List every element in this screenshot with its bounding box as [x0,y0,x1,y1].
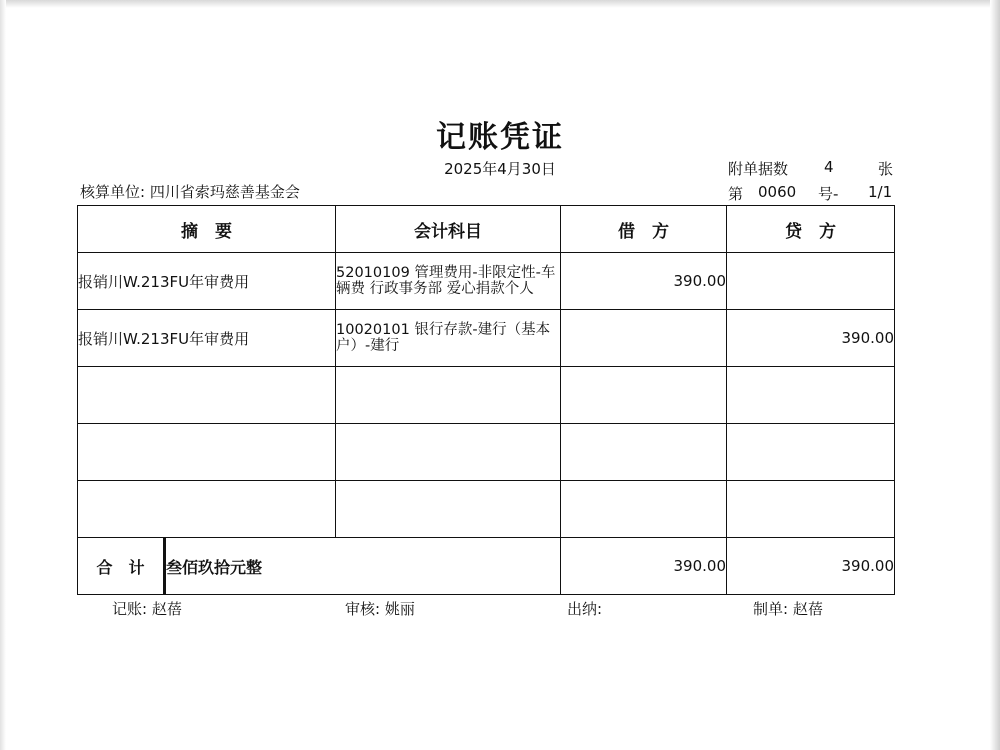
row-account: 10020101 银行存款-建行（基本户）-建行 [336,310,561,367]
preparer-label: 制单: [753,600,789,618]
row-summary [78,481,336,538]
total-label: 合 计 [78,538,165,595]
row-debit: 390.00 [561,253,727,310]
row-summary [78,367,336,424]
total-row [78,538,895,595]
header-summary: 摘 要 [78,206,336,253]
attachments-unit: 张 [878,160,894,178]
header-credit: 贷 方 [727,206,895,253]
preparer-name: 赵蓓 [792,600,823,618]
row-debit [561,367,727,424]
row-account [336,367,561,424]
row-account [336,424,561,481]
table-row [78,424,895,481]
unit-name: 四川省索玛慈善基金会 [149,183,300,201]
row-credit [727,481,895,538]
voucher-table [77,205,895,595]
unit-label: 核算单位: [80,183,146,201]
row-summary [78,424,336,481]
row-credit [727,367,895,424]
row-credit [727,253,895,310]
row-debit [561,310,727,367]
table-row [78,310,895,367]
signature-reviewer [345,598,415,619]
row-credit [727,424,895,481]
row-summary: 报销川W.213FU年审费用 [78,310,336,367]
accounting-unit [80,181,300,202]
row-debit [561,424,727,481]
table-header [78,206,895,253]
total-amount-in-words: 叁佰玖拾元整 [165,538,561,595]
attachments-label: 附单据数 [728,160,789,178]
doc-prefix: 第 [728,185,744,203]
attachments-count: 4 [824,158,834,176]
row-debit [561,481,727,538]
signature-preparer [753,598,823,619]
voucher-date: 2025年4月30日 [444,160,556,178]
header-account: 会计科目 [336,206,561,253]
scan-edge-top [0,0,1000,8]
signature-cashier [567,598,602,619]
bookkeeper-label: 记账: [112,600,148,618]
reviewer-name: 姚丽 [384,600,415,618]
document-number [728,183,898,203]
total-credit: 390.00 [727,538,895,595]
reviewer-label: 审核: [345,600,381,618]
doc-number: 0060 [758,183,797,201]
signature-bookkeeper [112,598,182,619]
voucher-title: 记账凭证 [436,120,564,155]
table-row [78,481,895,538]
row-account [336,481,561,538]
header-debit: 借 方 [561,206,727,253]
doc-suffix: 号- [818,185,839,203]
table-row [78,253,895,310]
cashier-label: 出纳: [567,600,603,618]
total-debit: 390.00 [561,538,727,595]
doc-page: 1/1 [868,183,893,201]
row-credit: 390.00 [727,310,895,367]
table-row [78,367,895,424]
bookkeeper-name: 赵蓓 [151,600,182,618]
row-summary: 报销川W.213FU年审费用 [78,253,336,310]
row-account: 52010109 管理费用-非限定性-车辆费 行政事务部 爱心捐款个人 [336,253,561,310]
